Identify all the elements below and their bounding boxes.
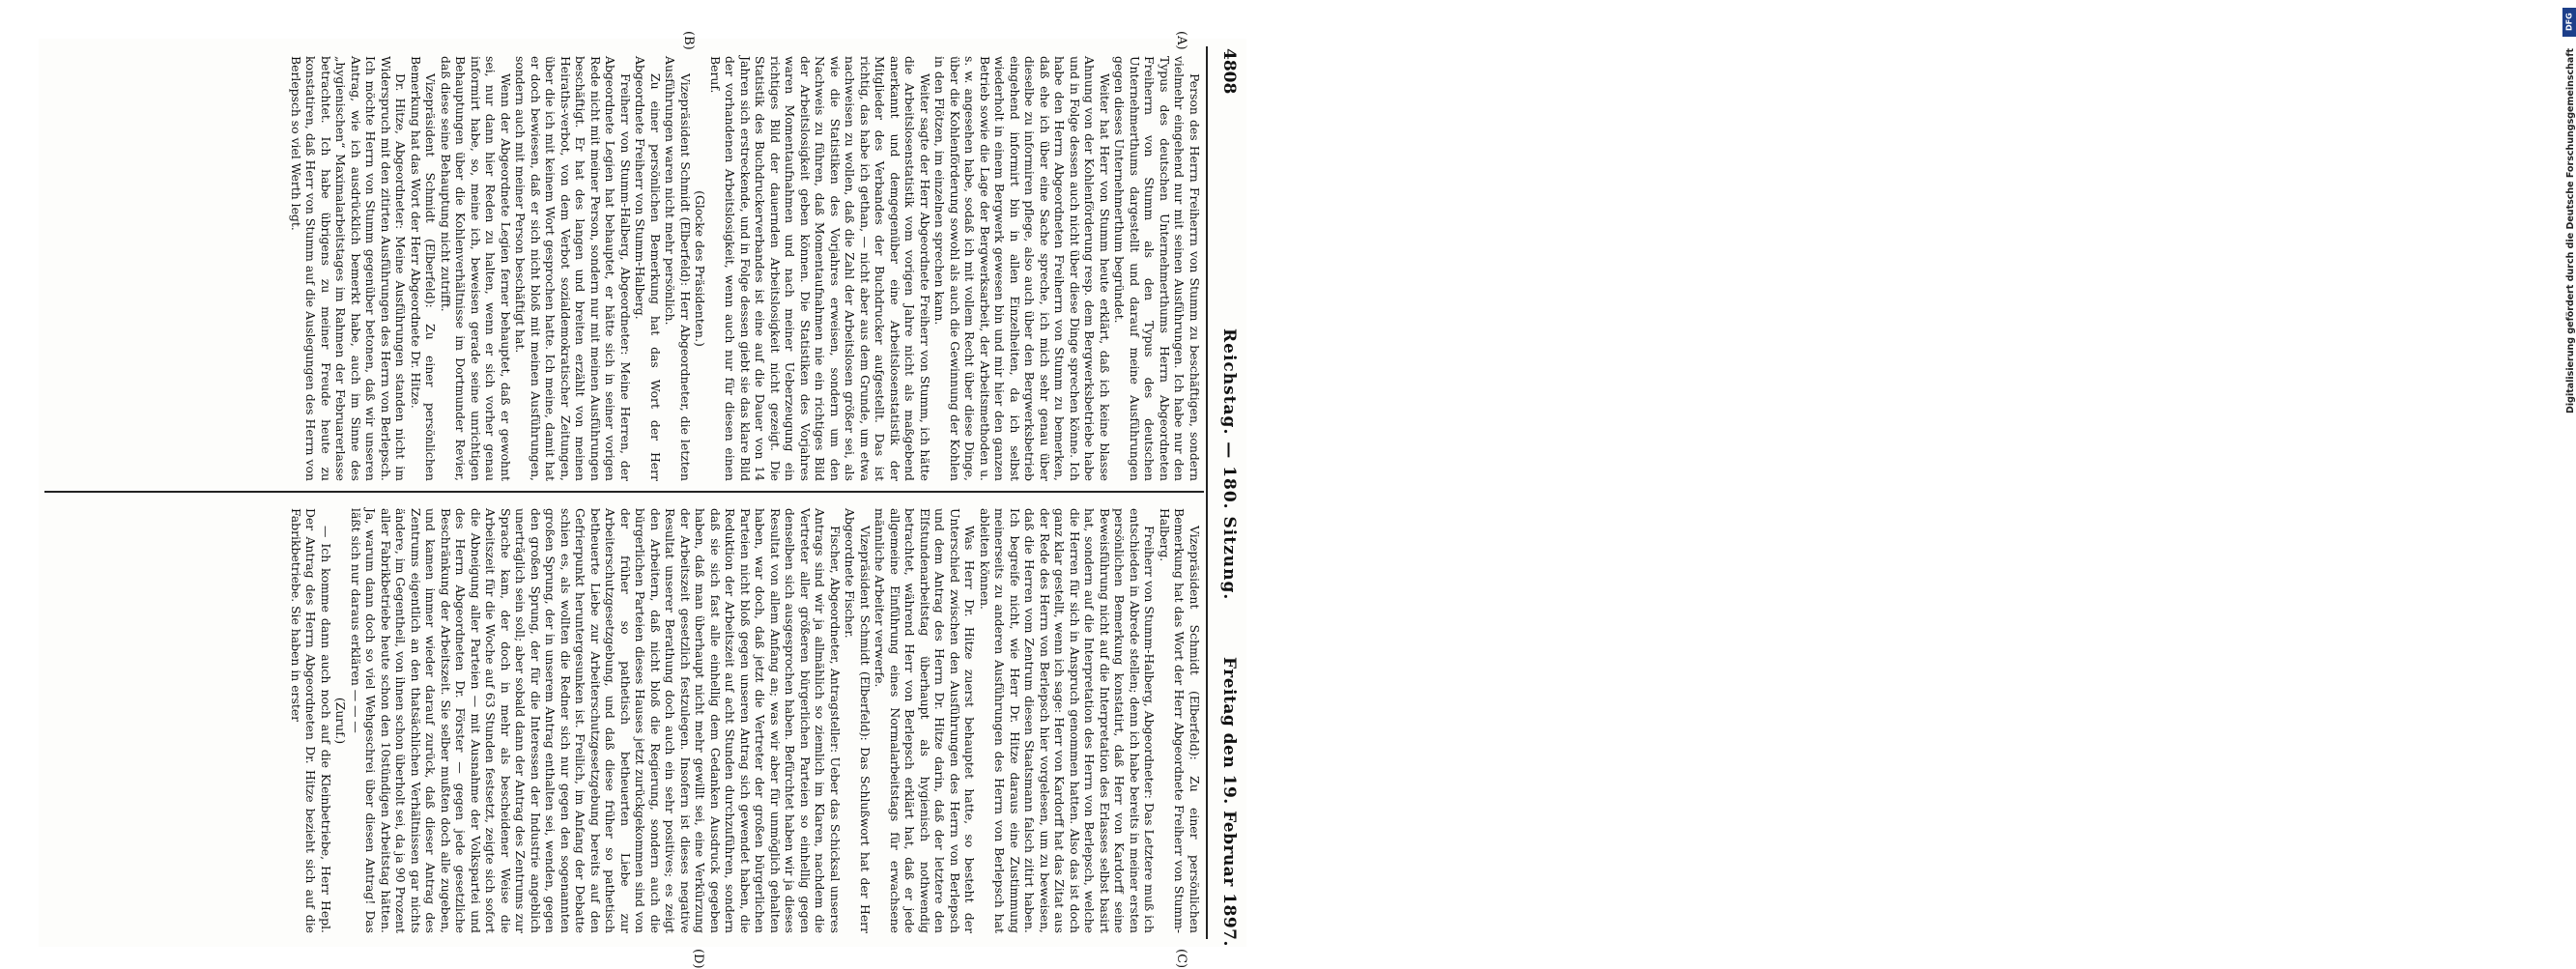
credit-strip xyxy=(1274,0,2576,966)
paragraph: Freiherr von Stumm-Halberg, Abgeordneter: Meine Herren, der Abgeordnete Legien hat behauptet, er hätte sich in seiner vorigen Rede nicht mit meiner Person, sondern nur mit meinen Ausführungen beschäftigt. Er hat des langen und breiten erzählt von meinen Heiraths-verbot, von dem Verbot sozialdemokratischer Zeitungen, über die ich mit keinem Wort gesprochen hatte. Ich meine, damit hat er doch bewiesen, daß er sich nicht bloß mit meinen Ausführungen, sondern auch mit meiner Person beschäftigt hat. xyxy=(513,56,633,481)
paragraph: Vizepräsident Schmidt (Elberfeld): Zu einer persönlichen Bemerkung hat das Wort der Herr Abgeordnete Freiherr von Stumm-Halberg. xyxy=(1158,508,1202,933)
paragraph: Zu einer persönlichen Bemerkung hat das Wort der Herr Abgeordnete Freiherr von Stumm-Halberg. xyxy=(633,56,663,481)
paragraph: Vizepräsident Schmidt (Elberfeld): Zu einer persönlichen Bemerkung hat das Wort der Herr Abgeordnete Dr. Hitze. xyxy=(409,56,439,481)
paragraph: Weiter sagte der Herr Abgeordnete Freiherr von Stumm, ich hätte die Arbeitslosenstatistik vom vorigen Jahre nicht als maßgebend anerkannt und demgegenüber eine Arbeitslosenstatistik der Mitglieder des Verbandes der Buchdrucker aufgestellt. Das ist richtig, das habe ich gethan, — nicht aber aus dem Grunde, um etwa nachweisen zu wollen, daß die Zahl der Arbeitslosen größer sei, als wie die Statistiken des Vorjahres erweisen, sondern um den Nachweis zu führen, daß Momentaufnahmen nie ein richtiges Bild der Arbeitslosigkeit geben können. Die Statistiken des Vorjahres waren Momentaufnahmen und nach meiner Ueberzeugung ein richtiges Bild der dauernden Arbeitslosigkeit nicht gezeigt. Die Statistik des Buchdruckerverbandes ist eine auf die Dauer von 14 Jahren sich erstreckende, und in Folge dessen giebt sie das klare Bild der vorhandenen Arbeitslosigkeit, wenn auch nur für diesen einen Beruf. xyxy=(708,56,932,481)
margin-letter-b: (B) xyxy=(681,31,696,50)
header-rule xyxy=(1206,46,1208,939)
paragraph: Fischer, Abgeordneter, Antragsteller: Ueber das Schicksal unseres Antrags sind wir ja allmählich so ziemlich im Klaren, nachdem die Vertreter aller größeren bürgerlichen Parteien so einhellig gegen denselben sich ausgesprochen haben. Befürchtet haben wir ja dieses Resultat von allem Anfang an; was wir aber für unmöglich gehalten haben, war doch, daß jetzt die Vertreter der großen bürgerlichen Parteien nicht bloß gegen unseren Antrag sich gewendet haben, die Reduktion der Arbeitszeit auf acht Stunden durchzuführen, sondern daß sie sich fast alle einhellig dem Gedanken Ausdruck gegeben haben, daß man überhaupt nicht mehr gewillt sei, eine Verkürzung der Arbeitszeit gesetzlich festzulegen. Insofern ist dieses negative Resultat unserer Berathung doch auch ein sehr positives; es zeigt den Arbeitern, daß nicht bloß die Regierung, sondern auch die bürgerlichen Parteien dieses Hauses jetzt zurückgekommen sind von der früher so pathetisch betheuerten Liebe zur Arbeiterschutzgesetzgebung, und daß diese früher so pathetisch betheuerte Liebe zur Arbeiterschutzgesetzgebung bereits auf den Gefrierpunkt heruntergesunken ist. Freilich, im Anfang der Debatte schien es, als wollten die Redner sich nur gegen den sogenannten großen Sprung, der in unserem Antrag enthalten sei, wenden, gegen den großen Sprung, der für die Interessen der Industrie angeblich unerträglich sein soll; aber sobald dann der Antrag des Zentrums zur Sprache kam, der doch in mehr als bescheidener Weise die Arbeitszeit für die Woche auf 63 Stunden festsetzt, zeigte sich sofort die Abneigung aller Parteien — mit Ausnahme der Volkspartei und des Herrn Abgeordneten Dr. Förster — gegen jede gesetzliche Beschränkung der Arbeitszeit. Sie selber mußten doch alle zugeben, und kamen immer wieder darauf zurück, daß dieser Antrag des Zentrums eigentlich an den thatsächlichen Verhältnissen gar nichts ändere, im Gegentheil, von ihnen schon überholt sei, da ja 90 Prozent aller Fabrikbetriebe heute schon den 10stündigen Arbeitstag hätten. Ja, warum dann doch so viel Wehgeschrei über diesen Antrag! Das läßt sich nur daraus erklären — — — xyxy=(349,508,843,933)
margin-letter-d: (D) xyxy=(691,949,705,969)
paragraph: Dr. Hitze, Abgeordneter: Meine Ausführungen standen nicht im Widerspruch mit den zitirten Ausführungen des Herrn von Berlepsch. Ich möchte Herrn von Stumm gegenüber betonen, daß wir unseren Antrag, wie ich ausdrücklich bemerkt habe, auch im Sinne des „hygienischen“ Maximalarbeitstages im Rahmen der Februarerlasse betrachtet. Ich habe übrigens zu meiner Freude heute zu konstatiren, daß Herr von Stumm auf die Auslegungen des Herrn von Berlepsch so viel Werth legt. xyxy=(289,56,409,481)
stage-direction: (Glocke des Präsidenten.) xyxy=(693,190,708,347)
paragraph: Wenn der Abgeordnete Legien ferner behauptet, daß er gewohnt sei, nur dann hier Reden zu halten, wenn er sich vorher genau informirt habe, so, meine ich, beweisen gerade seine unrichtigen Behauptungen über die Kohlenverhältnisse im Dortmunder Revier, daß diese seine Behauptung nicht zutrifft. xyxy=(439,56,513,481)
paragraph: Person des Herrn Freiherrn von Stumm zu beschäftigen, sondern vielmehr eingehend nur mit seinen Ausführungen. Ich habe nur den Typus des deutschen Unternehmerthums Herrn Abgeordneten Freiherrn von Stumm als den Typus des deutschen Unternehmerthums dargestellt und darauf meine Ausführungen gegen dieses Unternehmerthum begründet. xyxy=(1112,56,1202,481)
margin-letter-a: (A) xyxy=(1174,31,1188,50)
right-column xyxy=(47,508,1202,933)
dfg-logo-icon: DFG xyxy=(2562,8,2576,37)
paragraph: Vizepräsident Schmidt (Elberfeld): Herr Abgeordneter, die letzten Ausführungen waren nicht mehr persönlich. xyxy=(663,56,693,481)
date-heading: Freitag den 19. Februar 1897. xyxy=(1219,657,1239,947)
session-heading: Reichstag. — 180. Sitzung. xyxy=(1219,328,1239,601)
paragraph: Freiherr von Stumm-Halberg, Abgeordneter: Das Letztere muß ich entschieden in Abrede stellen; denn ich habe bereits in meiner ersten persönlichen Bemerkung konstatirt, daß Herr von Kardorff seine Beweisführung nicht auf die Interpretation des Erlasses selbst basirt hat, sondern auf die Interpretation des Herrn von Berlepsch, welche die Herren für sich in Anspruch genommen hatten. Also das ist doch ganz klar gestellt, wenn ich sage: Herr von Kardorff hat das Zitat aus der Rede des Herrn von Berlepsch hier vorgelesen, um zu beweisen, daß die Herren vom Zentrum diesen Staatsmann falsch zitirt haben. Ich begreife nicht, wie Herr Dr. Hitze daraus eine Zustimmung meinerseits zu anderen Ausführungen des Herrn von Berlepsch hat ableiten können. xyxy=(978,508,1158,933)
paragraph: — Ich komme dann auch noch auf die Kleinbetriebe, Herr Hepl. Der Antrag des Herrn Abgeordneten Dr. Hitze bezieht sich auf die Fabrikbetriebe. Sie haben in erster xyxy=(289,508,333,933)
stage-direction: (Zuruf.) xyxy=(333,697,349,745)
page-number: 4808 xyxy=(1219,48,1239,95)
paragraph: Vizepräsident Schmidt (Elberfeld): Das Schlußwort hat der Herr Abgeordnete Fischer. xyxy=(843,508,873,933)
paragraph: Weiter hat Herr von Stumm heute erklärt, daß ich keine blasse Ahnung von der Kohlenförderung resp. dem Bergwerksbetriebe habe und in Folge dessen auch nicht über diese Dinge sprechen könne. Ich habe den Herrn Abgeordneten Freiherrn von Stumm zu bemerken, daß ehe ich über eine Sache spreche, ich mich sehr genau über dieselbe zu informiren pflege, also auch über den Bergwerksbetrieb eingehend informirt bin in allen Einzelheiten, da ich selbst wiederholt in einem Bergwerk gewesen bin und mir hier den ganzen Betrieb sowie die Lage der Bergwerksarbeit, der Arbeitsmethoden u. s. w. angesehen habe, sodaß ich mit vollem Recht über diese Dinge, über die Kohlenförderung sowohl als auch die Gewinnung der Kohlen in den Flötzen, im einzelnen sprechen kann. xyxy=(932,56,1112,481)
margin-letter-c: (C) xyxy=(1174,949,1188,969)
column-divider xyxy=(44,491,1204,493)
paragraph: Was Herr Dr. Hitze zuerst behauptet hatte, so besteht der Unterschied zwischen den Ausführungen des Herrn von Berlepsch und dem Antrag des Herrn Dr. Hitze darin, daß der letztere den Elfstundenarbeitstag überhaupt als hygienisch nothwendig betrachtet, während Herr von Berlepsch erklärt hat, daß er jede allgemeine Einführung eines Normalarbeitstags für erwachsene männliche Arbeiter verwerfe. xyxy=(873,508,978,933)
digitization-credit: Digitalisierung gefördert durch die Deutsche Forschungsgemeinschaft xyxy=(2565,48,2576,413)
rotated-page xyxy=(39,31,1246,969)
left-column xyxy=(47,56,1202,481)
